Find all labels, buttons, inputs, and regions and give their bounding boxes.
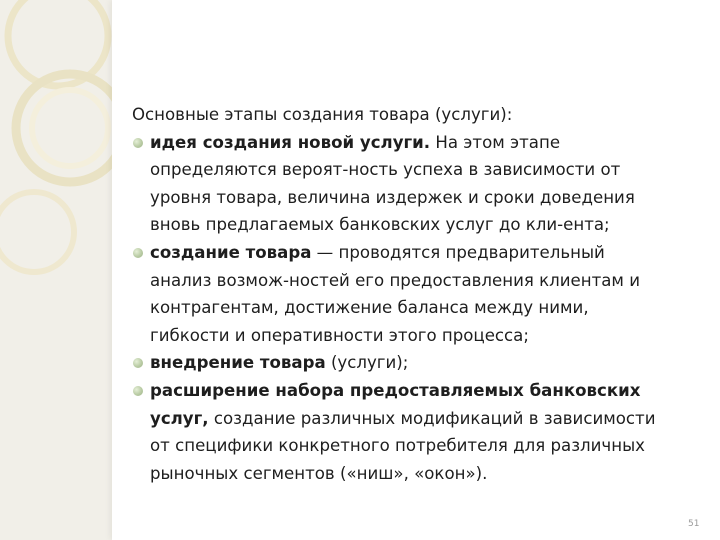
bullet-term: идея создания новой услуги. [150, 132, 431, 152]
slide-heading: Основные этапы создания товара (услуги): [132, 105, 513, 124]
bullet-line [150, 239, 702, 267]
bullet-list [132, 129, 702, 488]
bullet-icon [133, 248, 143, 258]
bullet-text: (услуги); [325, 353, 409, 373]
bullet-term: создание товара [150, 242, 312, 262]
bullet-text: от специфики конкретного потребителя для различных [150, 436, 646, 456]
bullet-text: анализ возмож-ностей его предоставления клиентам и [150, 270, 640, 290]
bullet-line [150, 129, 702, 157]
bullet-line [150, 322, 702, 350]
bullet-term: внедрение товара [150, 353, 326, 373]
bullet-line [150, 377, 702, 405]
bullet-item [132, 129, 702, 239]
bullet-line [150, 267, 702, 295]
bullet-text: вновь предлагаемых банковских услуг до кли-ента; [150, 215, 610, 235]
bullet-item [132, 377, 702, 487]
bullet-text: создание различных модификаций в зависимости [208, 408, 656, 428]
bullet-line [150, 294, 702, 322]
bullet-item [132, 239, 702, 349]
bullet-text: уровня товара, величина издержек и сроки доведения [150, 187, 635, 207]
bullet-icon [133, 138, 143, 148]
bullet-text: На этом этапе [430, 132, 561, 152]
bullet-text: — проводятся предварительный [311, 242, 605, 262]
bullet-line [150, 432, 702, 460]
bullet-line [150, 156, 702, 184]
bullet-text: рыночных сегментов («ниш», «окон»). [150, 463, 488, 483]
bullet-line [150, 460, 702, 488]
bullet-line [150, 184, 702, 212]
bullet-line [150, 349, 702, 377]
bullet-icon [133, 386, 143, 396]
bullet-text: гибкости и оперативности этого процесса; [150, 325, 529, 345]
slide-content [132, 101, 702, 487]
bullet-line [150, 211, 702, 239]
bullet-text: определяются вероят-ность успеха в зависимости от [150, 160, 621, 180]
page-number: 51 [688, 519, 700, 529]
bullet-item [132, 349, 702, 377]
bullet-term: расширение набора предоставляемых банковских [150, 380, 641, 400]
bullet-line [150, 405, 702, 433]
bullet-icon [133, 358, 143, 368]
bullet-text: контрагентам, достижение баланса между ними, [150, 298, 589, 318]
bullet-term: услуг, [150, 408, 209, 428]
